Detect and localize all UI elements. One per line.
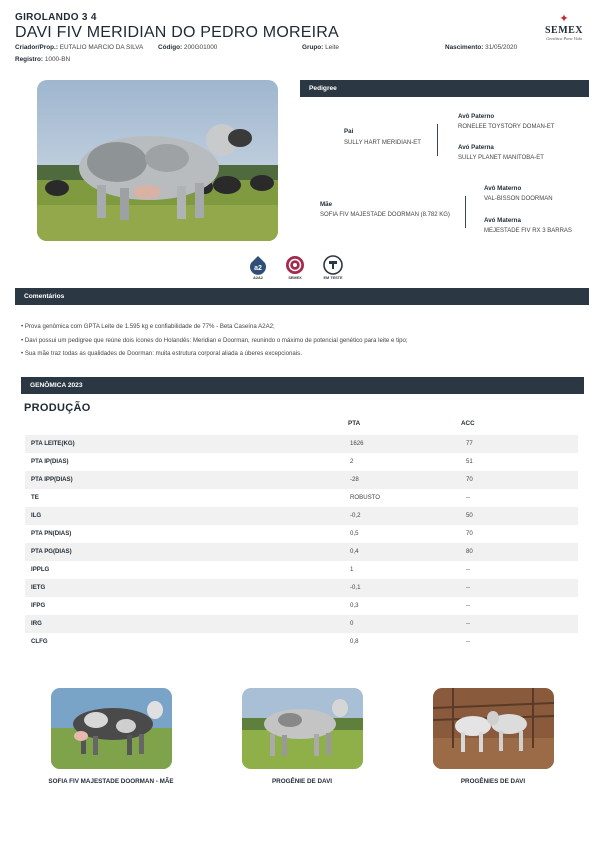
- progeny-photo-1: [242, 688, 363, 769]
- trait-acc: --: [466, 602, 471, 609]
- birth-info: [445, 44, 517, 51]
- pedigree-divider: [465, 196, 466, 228]
- trait-name: PTA IPP(DIAS): [31, 476, 73, 483]
- semex-logo: [538, 14, 590, 41]
- trait-name: ILG: [31, 512, 42, 519]
- sire-label: Pai: [344, 128, 354, 135]
- progeny-photo-2: [433, 688, 554, 769]
- comments-list: [21, 320, 408, 361]
- trait-acc: --: [466, 638, 471, 645]
- dam-value: SOFIA FIV MAJESTADE DOORMAN (8.782 KG): [320, 212, 450, 218]
- pta-column-header: PTA: [348, 420, 361, 427]
- dam-label: Mãe: [320, 201, 333, 208]
- pedigree-header: [300, 80, 589, 97]
- trait-pta: 0,5: [350, 530, 359, 537]
- trait-acc: 51: [466, 458, 473, 465]
- paternal-grandsire-value: RONELEE TOYSTORY DOMAN-ET: [458, 124, 555, 130]
- semex-seal-icon: [285, 255, 305, 275]
- trait-name: TE: [31, 494, 39, 501]
- pedigree-divider: [437, 124, 438, 156]
- group-value: Leite: [325, 44, 339, 51]
- table-row: [25, 633, 578, 651]
- table-row: [25, 597, 578, 615]
- table-row: [25, 489, 578, 507]
- dam-caption: SOFIA FIV MAJESTADE DOORMAN - MÃE: [48, 778, 174, 785]
- trait-pta: ROBUSTO: [350, 494, 381, 501]
- comments-header: [15, 288, 589, 305]
- registry-info: [15, 56, 70, 63]
- trait-name: CLFG: [31, 638, 48, 645]
- progeny-caption-2: PROGÊNIES DE DAVI: [460, 778, 526, 785]
- in-test-label: EM TESTE: [323, 276, 343, 280]
- progeny-caption-1: PROGÊNIE DE DAVI: [271, 778, 333, 785]
- group-label: Grupo:: [302, 44, 324, 51]
- trait-pta: 0,8: [350, 638, 359, 645]
- registry-value: 1000-BN: [44, 56, 71, 63]
- semex-badge-label: SEMEX: [288, 276, 302, 280]
- paternal-grandsire-label: Avô Paterno: [458, 113, 495, 120]
- code-info: [158, 44, 217, 51]
- table-row: [25, 453, 578, 471]
- maternal-granddam-value: MEJESTADE FIV RX 3 BARRAS: [484, 228, 572, 234]
- birth-value: 31/05/2020: [485, 44, 518, 51]
- group-info: [302, 44, 339, 51]
- table-row: [25, 615, 578, 633]
- pedigree-title: Pedigree: [309, 85, 337, 92]
- logo-tagline: Genética Para Vida: [546, 36, 582, 41]
- comment-line: • Davi possui um pedigree que reúne dois ícones do Holandês: Meridian e Doorman, reunindo o máximo de potencial genético para leite e tipo;: [21, 336, 408, 344]
- trait-acc: 80: [466, 548, 473, 555]
- trait-pta: -0,2: [350, 512, 361, 519]
- trait-name: PTA LEITE(KG): [31, 440, 75, 447]
- production-title: PRODUÇÃO: [24, 402, 91, 414]
- breeder-value: EUTALIO MARCIO DA SILVA: [59, 44, 144, 51]
- table-row: [25, 435, 578, 453]
- genomics-title: GENÔMICA 2023: [30, 382, 83, 389]
- trait-name: PTA IP(DIAS): [31, 458, 69, 465]
- trait-name: PTA PG(DIAS): [31, 548, 72, 555]
- bull-photo: [37, 80, 278, 241]
- trait-acc: --: [466, 584, 471, 591]
- trait-pta: 1626: [350, 440, 364, 447]
- a2-badge-text: a2: [254, 265, 262, 272]
- breeder-label: Criador/Prop.:: [15, 44, 58, 51]
- trait-pta: 0: [350, 620, 354, 627]
- trait-pta: 1: [350, 566, 354, 573]
- in-test-badge: [322, 255, 344, 280]
- trait-name: PTA PN(DIAS): [31, 530, 72, 537]
- trait-acc: --: [466, 566, 471, 573]
- table-row: [25, 471, 578, 489]
- sire-value: SULLY HART MERIDIAN-ET: [344, 140, 421, 146]
- registry-label: Registro:: [15, 56, 44, 63]
- genomics-header: [21, 377, 584, 394]
- maternal-granddam-label: Avó Materna: [484, 217, 521, 224]
- dam-photo: [51, 688, 172, 769]
- trait-name: IRG: [31, 620, 42, 627]
- trait-acc: 50: [466, 512, 473, 519]
- trait-pta: 2: [350, 458, 354, 465]
- maternal-grandsire-value: VAL-BISSON DOORMAN: [484, 196, 553, 202]
- trait-name: IPPLG: [31, 566, 50, 573]
- paternal-granddam-value: SULLY PLANET MANITOBA-ET: [458, 155, 544, 161]
- table-row: [25, 579, 578, 597]
- breeder-info: [15, 44, 143, 51]
- a2-drop-icon: [248, 255, 268, 275]
- paternal-granddam-label: Avó Paterna: [458, 144, 494, 151]
- trait-acc: 70: [466, 530, 473, 537]
- birth-label: Nascimento:: [445, 44, 484, 51]
- trait-name: IFPG: [31, 602, 46, 609]
- trait-pta: -28: [350, 476, 359, 483]
- table-row: [25, 525, 578, 543]
- trait-acc: --: [466, 620, 471, 627]
- trait-name: IETG: [31, 584, 46, 591]
- in-test-icon: [323, 255, 343, 275]
- maternal-grandsire-label: Avô Materno: [484, 185, 522, 192]
- trait-acc: --: [466, 494, 471, 501]
- trait-pta: -0,1: [350, 584, 361, 591]
- trait-acc: 70: [466, 476, 473, 483]
- maple-leaf-icon: ✦: [559, 13, 569, 25]
- code-label: Código:: [158, 44, 183, 51]
- code-value: 200G01000: [183, 44, 218, 51]
- a2a2-badge: [247, 255, 269, 280]
- logo-brand: SEMEX: [544, 25, 584, 36]
- trait-pta: 0,3: [350, 602, 359, 609]
- animal-name: DAVI FIV MERIDIAN DO PEDRO MOREIRA: [15, 24, 339, 41]
- breed-title: GIROLANDO 3 4: [15, 12, 97, 23]
- table-row: [25, 507, 578, 525]
- table-row: [25, 561, 578, 579]
- comment-line: • Sua mãe traz todas as qualidades de Doorman: muita estrutura corporal aliada a úberes excepcionais.: [21, 350, 302, 357]
- trait-pta: 0,4: [350, 548, 359, 555]
- semex-badge: [284, 255, 306, 280]
- trait-acc: 77: [466, 440, 473, 447]
- a2a2-label: A2A2: [253, 276, 263, 280]
- comment-line: • Prova genômica com GPTA Leite de 1.595 kg e confiabilidade de 77% - Beta Caseína A2A2;: [21, 323, 275, 330]
- table-row: [25, 543, 578, 561]
- acc-column-header: ACC: [461, 420, 475, 427]
- comments-title: Comentários: [24, 293, 65, 300]
